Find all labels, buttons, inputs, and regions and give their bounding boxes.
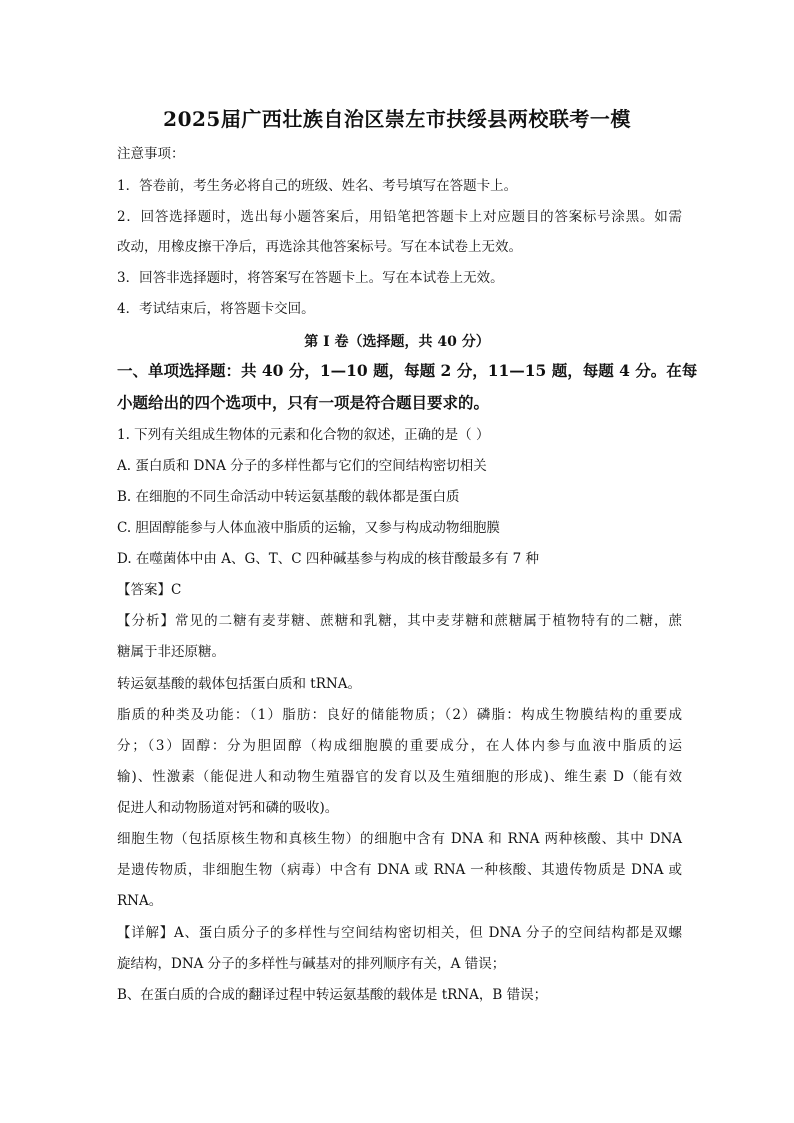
notice-item: 4．考试结束后，将答题卡交回。 xyxy=(117,301,315,317)
analysis-line: 分；（3）固醇：分为胆固醇（构成细胞膜的重要成分，在人体内参与血液中脂质的运 xyxy=(117,738,682,754)
analysis-line: 转运氨基酸的载体包括蛋白质和 tRNA。 xyxy=(117,676,361,692)
notice-item: 2．回答选择题时，选出每小题答案后，用铅笔把答题卡上对应题目的答案标号涂黑。如需 xyxy=(117,209,682,225)
analysis-line: 输)、性激素（能促进人和动物生殖器官的发育以及生殖细胞的形成)、维生素 D（能有效 xyxy=(117,769,682,785)
analysis-line: 细胞生物（包括原核生物和真核生物）的细胞中含有 DNA 和 RNA 两种核酸、其中 DNA xyxy=(117,831,682,847)
analysis-line: 脂质的种类及功能：（1）脂肪：良好的储能物质；（2）磷脂：构成生物膜结构的重要成 xyxy=(117,707,682,723)
notice-item: 1．答卷前，考生务必将自己的班级、姓名、考号填写在答题卡上。 xyxy=(117,178,518,194)
analysis-line: RNA。 xyxy=(117,893,163,909)
notice-heading: 注意事项： xyxy=(117,146,185,162)
answer-line: 【答案】C xyxy=(117,582,182,598)
detail-line: 【详解】A、蛋白质分子的多样性与空间结构密切相关，但 DNA 分子的空间结构都是双螺 xyxy=(117,925,682,941)
detail-line: B、在蛋白质的合成的翻译过程中转运氨基酸的载体是 tRNA，B 错误； xyxy=(117,987,548,1003)
section-heading: 一、单项选择题：共 40 分，1—10 题，每题 2 分，11—15 题，每题 4 分。在每 xyxy=(117,361,698,380)
detail-line: 旋结构，DNA 分子的多样性与碱基对的排列顺序有关，A 错误； xyxy=(117,956,506,972)
analysis-line: 糖属于非还原糖。 xyxy=(117,644,225,660)
question-stem: 1. 下列有关组成生物体的元素和化合物的叙述，正确的是（ ） xyxy=(117,427,490,443)
option-d: D. 在噬菌体中由 A、G、T、C 四种碱基参与构成的核苷酸最多有 7 种 xyxy=(117,551,540,567)
document-title: 2025届广西壮族自治区崇左市扶绥县两校联考一模 xyxy=(163,107,631,131)
option-a: A. 蛋白质和 DNA 分子的多样性都与它们的空间结构密切相关 xyxy=(117,458,487,474)
notice-item: 3．回答非选择题时，将答案写在答题卡上。写在本试卷上无效。 xyxy=(117,270,504,286)
analysis-line: 促进人和动物肠道对钙和磷的吸收)。 xyxy=(117,800,339,816)
analysis-line: 【分析】常见的二糖有麦芽糖、蔗糖和乳糖，其中麦芽糖和蔗糖属于植物特有的二糖，蔗 xyxy=(117,613,682,629)
section-heading-cont: 小题给出的四个选项中，只有一项是符合题目要求的。 xyxy=(117,393,490,412)
option-c: C. 胆固醇能参与人体血液中脂质的运输，又参与构成动物细胞膜 xyxy=(117,520,500,536)
option-b: B. 在细胞的不同生命活动中转运氨基酸的载体都是蛋白质 xyxy=(117,489,460,505)
notice-item: 改动，用橡皮擦干净后，再选涂其他答案标号。写在本试卷上无效。 xyxy=(117,239,522,255)
analysis-line: 是遗传物质，非细胞生物（病毒）中含有 DNA 或 RNA 一种核酸、其遗传物质是 DNA 或 xyxy=(117,862,682,878)
part-title: 第 I 卷（选择题，共 40 分） xyxy=(304,334,490,350)
